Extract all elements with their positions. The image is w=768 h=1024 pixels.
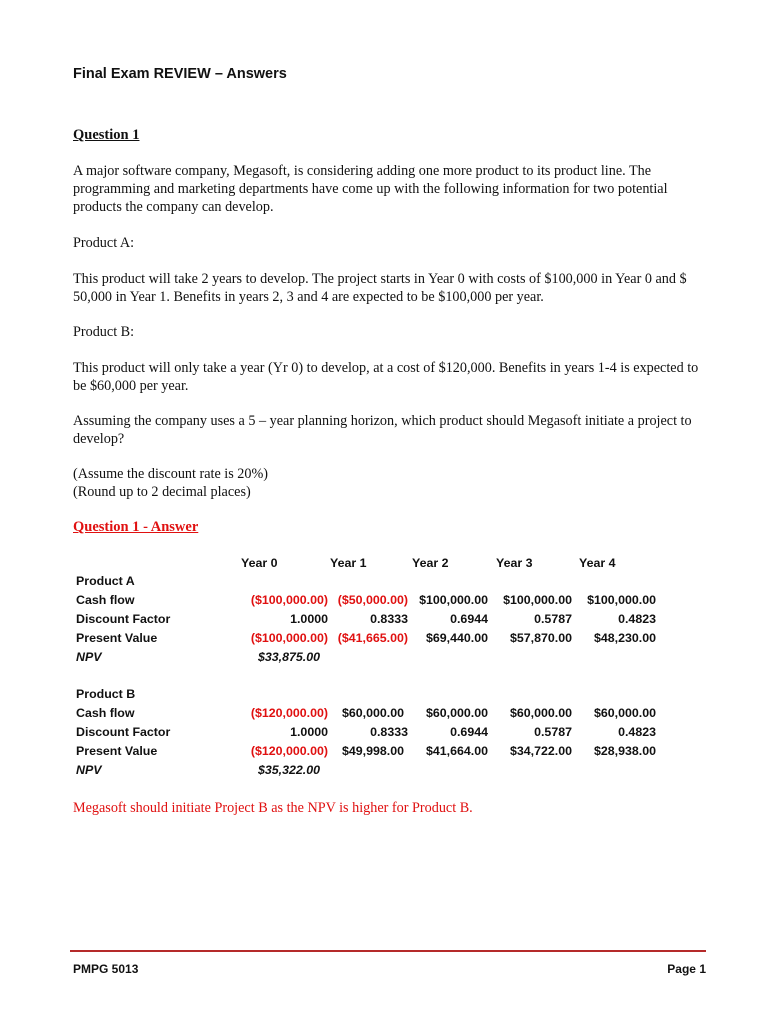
table-cell: 1.0000 xyxy=(290,725,328,739)
table-header xyxy=(76,556,676,575)
table-row xyxy=(76,612,676,631)
table-cell: ($50,000.00) xyxy=(337,593,408,607)
conclusion-text: Megasoft should initiate Project B as the NPV is higher for Product B. xyxy=(73,800,473,816)
intro-paragraph: A major software company, Megasoft, is considering adding one more product to its product line. The programming and marketing departments have come up with the following information for two potential products the company can develop. xyxy=(73,163,668,215)
table-cell: $49,998.00 xyxy=(341,744,404,758)
question-heading: Question 1 xyxy=(73,127,140,143)
product-a-name: Product A xyxy=(76,574,135,588)
row-label: Cash flow xyxy=(76,593,135,607)
table-cell: $57,870.00 xyxy=(509,631,572,645)
npv-value: $33,875.00 xyxy=(257,650,320,664)
product-a-label: Product A: xyxy=(73,235,135,251)
table-cell: 0.4823 xyxy=(618,725,656,739)
table-cell: ($100,000.00) xyxy=(250,631,328,645)
table-row xyxy=(76,650,676,669)
year-header: Year 1 xyxy=(330,556,367,570)
npv-label: NPV xyxy=(76,763,102,777)
page-title: Final Exam REVIEW – Answers xyxy=(73,66,287,82)
year-header: Year 2 xyxy=(412,556,449,570)
table-row xyxy=(76,631,676,650)
table-cell: 0.4823 xyxy=(618,612,656,626)
row-label: Discount Factor xyxy=(76,725,171,739)
table-cell: ($100,000.00) xyxy=(250,593,328,607)
product-a-paragraph: This product will take 2 years to develop. The project starts in Year 0 with costs of $100,000 in Year 0 and $ 50,000 in Year 1. Benefits in years 2, 3 and 4 are expected to be $100,000 per year. xyxy=(73,271,687,305)
table-cell: 0.5787 xyxy=(534,612,572,626)
npv-label: NPV xyxy=(76,650,102,664)
table-cell: ($120,000.00) xyxy=(250,744,328,758)
year-header: Year 0 xyxy=(241,556,278,570)
table-cell: $100,000.00 xyxy=(587,593,656,607)
table-cell: $60,000.00 xyxy=(425,706,488,720)
table-cell: 0.8333 xyxy=(370,725,408,739)
npv-value: $35,322.00 xyxy=(257,763,320,777)
row-label: Cash flow xyxy=(76,706,135,720)
table-cell: 0.6944 xyxy=(450,725,488,739)
product-a-table xyxy=(76,574,676,669)
table-cell: $28,938.00 xyxy=(593,744,656,758)
question-paragraph: Assuming the company uses a 5 – year planning horizon, which product should Megasoft initiate a project to develop? xyxy=(73,413,692,447)
row-label: Present Value xyxy=(76,744,158,758)
row-label: Present Value xyxy=(76,631,158,645)
table-cell: 0.6944 xyxy=(450,612,488,626)
footer-divider xyxy=(70,950,706,952)
table-cell: $48,230.00 xyxy=(593,631,656,645)
table-cell: $100,000.00 xyxy=(419,593,488,607)
product-b-table xyxy=(76,687,676,782)
table-cell: $60,000.00 xyxy=(593,706,656,720)
product-b-label: Product B: xyxy=(73,324,135,340)
table-row xyxy=(76,744,676,763)
table-cell: ($120,000.00) xyxy=(250,706,328,720)
product-b-name: Product B xyxy=(76,687,136,701)
table-cell: $41,664.00 xyxy=(425,744,488,758)
assumption-line: (Assume the discount rate is 20%) xyxy=(73,466,269,482)
table-cell: $69,440.00 xyxy=(425,631,488,645)
table-cell: $60,000.00 xyxy=(509,706,572,720)
table-cell: 0.5787 xyxy=(534,725,572,739)
footer-page-number: Page 1 xyxy=(667,962,706,976)
table-row xyxy=(76,593,676,612)
rounding-line: (Round up to 2 decimal places) xyxy=(73,484,251,500)
footer-course: PMPG 5013 xyxy=(73,962,139,976)
table-row xyxy=(76,725,676,744)
table-cell: 0.8333 xyxy=(370,612,408,626)
table-cell: $60,000.00 xyxy=(341,706,404,720)
table-row xyxy=(76,763,676,782)
year-header: Year 4 xyxy=(579,556,616,570)
year-header: Year 3 xyxy=(496,556,533,570)
table-cell: 1.0000 xyxy=(290,612,328,626)
row-label: Discount Factor xyxy=(76,612,171,626)
answer-heading: Question 1 - Answer xyxy=(73,519,199,535)
table-row xyxy=(76,706,676,725)
table-cell: ($41,665.00) xyxy=(337,631,408,645)
table-cell: $34,722.00 xyxy=(509,744,572,758)
table-cell: $100,000.00 xyxy=(503,593,572,607)
product-b-paragraph: This product will only take a year (Yr 0) to develop, at a cost of $120,000. Benefits in years 1-4 is expected to be $60,000 per year. xyxy=(73,360,699,394)
